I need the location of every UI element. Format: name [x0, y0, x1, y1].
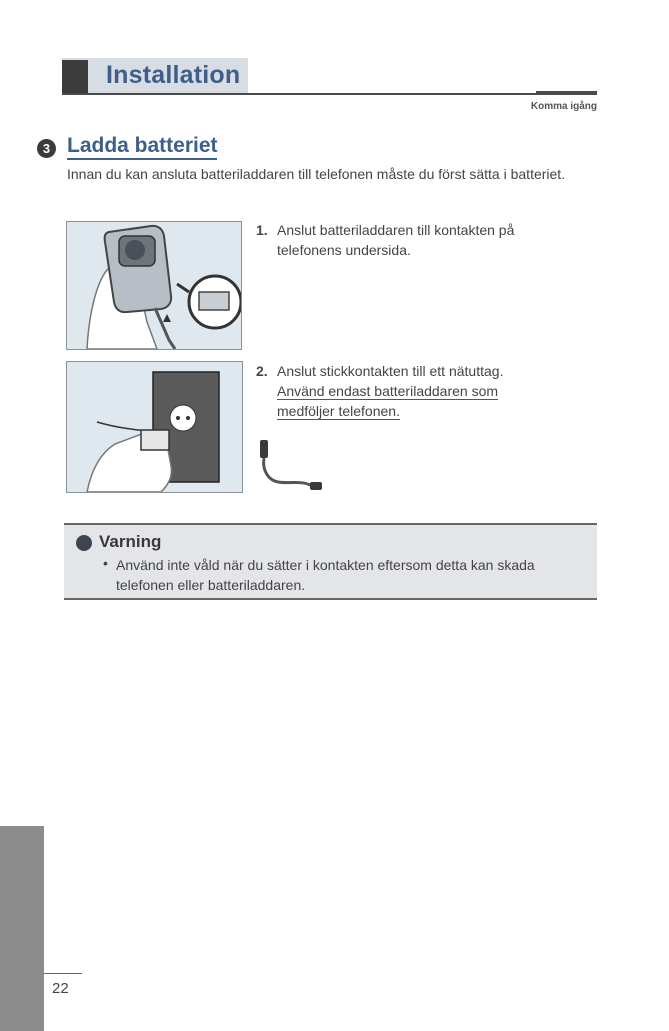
- page-number-rule: [44, 973, 82, 974]
- charger-cable-drawing: [254, 436, 334, 496]
- phone-charging-illustration: [66, 221, 242, 350]
- warning-text: Använd inte våld när du sätter i kontakten eftersom detta kan skada telefonen eller batteriladdaren.: [116, 557, 535, 593]
- header-block-marker: [62, 60, 88, 93]
- warning-title: Varning: [99, 532, 162, 551]
- charger-cable-icon: [254, 436, 334, 496]
- warning-top-rule: [64, 523, 597, 525]
- phone-charging-drawing: [67, 222, 241, 349]
- warning-dot-icon: [76, 535, 92, 551]
- page-title: Installation: [106, 61, 241, 89]
- step-2-number: 2.: [256, 363, 268, 379]
- step-1-text: Anslut batteriladdaren till kontakten på telefonens undersida.: [277, 222, 515, 258]
- wall-outlet-drawing: [67, 362, 242, 492]
- side-chapter-tab: [0, 826, 44, 1031]
- section-title: Ladda batteriet: [67, 134, 218, 157]
- chapter-label: Komma igång: [530, 101, 597, 112]
- step-1-number: 1.: [256, 222, 268, 238]
- step-2-text: [277, 361, 577, 421]
- step-2-underlined-line-2: [277, 401, 577, 421]
- intro-paragraph: Innan du kan ansluta batteriladdaren till telefonen måste du först sätta i batteriet.: [67, 166, 566, 182]
- warning-bullet: •: [103, 555, 108, 571]
- step-2-underlined-line-1: [277, 381, 577, 401]
- section-title-underline: [67, 158, 217, 160]
- step-2-line-1: Anslut stickkontakten till ett nätuttag.: [277, 363, 504, 379]
- section-number-badge: 3: [37, 139, 56, 158]
- page-number: 22: [52, 980, 69, 997]
- step-2-underlined-text-1: Använd endast batteriladdaren som: [277, 383, 499, 399]
- header-rule-accent: [536, 91, 597, 95]
- wall-outlet-illustration: [66, 361, 243, 493]
- header-rule: [62, 93, 597, 95]
- warning-bottom-rule: [64, 598, 597, 600]
- step-2-underlined-text-2: medföljer telefonen.: [277, 403, 400, 419]
